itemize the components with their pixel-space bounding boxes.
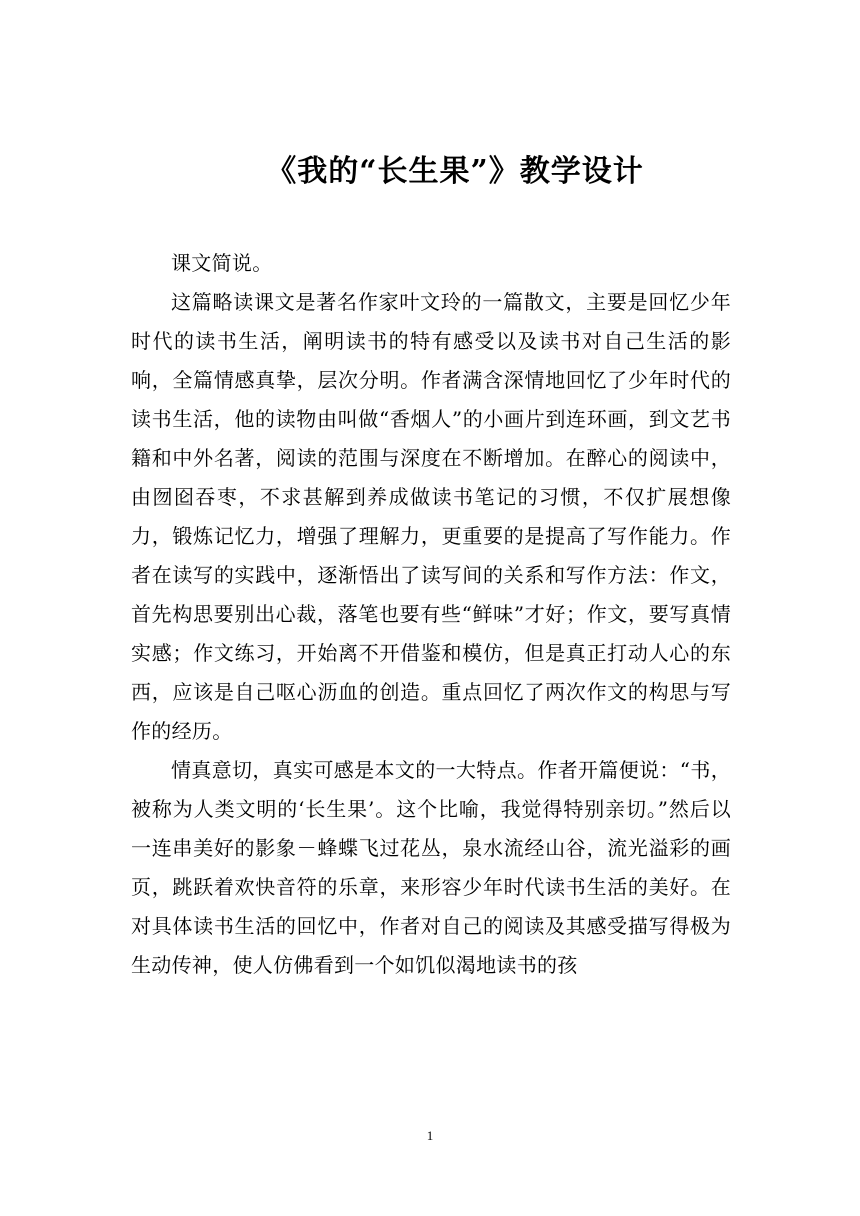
paragraph-summary: 这篇略读课文是著名作家叶文玲的一篇散文，主要是回忆少年时代的读书生活，阐明读书的特有感受以及读书对自己生活的影响，全篇情感真挚，层次分明。作者满含深情地回忆了少年时代的读书生活，他的读物由叫做“香烟人”的小画片到连环画，到文艺书籍和中外名著，阅读的范围与深度在不断增加。在醉心的阅读中，由囫囵吞枣，不求甚解到养成做读书笔记的习惯，不仅扩展想像力，锻炼记忆力，增强了理解力，更重要的是提高了写作能力。作者在读写的实践中，逐渐悟出了读写间的关系和写作方法：作文，首先构思要别出心裁，落笔也要有些“鲜味”才好；作文，要写真情实感；作文练习，开始离不开借鉴和模仿，但是真正打动人心的东西，应该是自己呕心沥血的创造。重点回忆了两次作文的构思与写作的经历。 [131,290,731,743]
paragraph-feature: 情真意切，真实可感是本文的一大特点。作者开篇便说：“书，被称为人类文明的‘长生果’。这个比喻，我觉得特别亲切。”然后以一连串美好的影象－蜂蝶飞过花丛，泉水流经山谷，流光溢彩的画页，跳跃着欢快音符的乐章，来形容少年时代读书生活的美好。在对具体读书生活的回忆中，作者对自己的阅读及其感受描写得极为生动传神，使人仿佛看到一个如饥似渴地读书的孩 [131,758,731,977]
document-title: 《我的“长生果”》教学设计 [266,154,644,189]
page-number: 1 [426,1128,434,1143]
paragraph-intro-heading: 课文简说。 [171,251,273,275]
document-body [131,244,731,985]
